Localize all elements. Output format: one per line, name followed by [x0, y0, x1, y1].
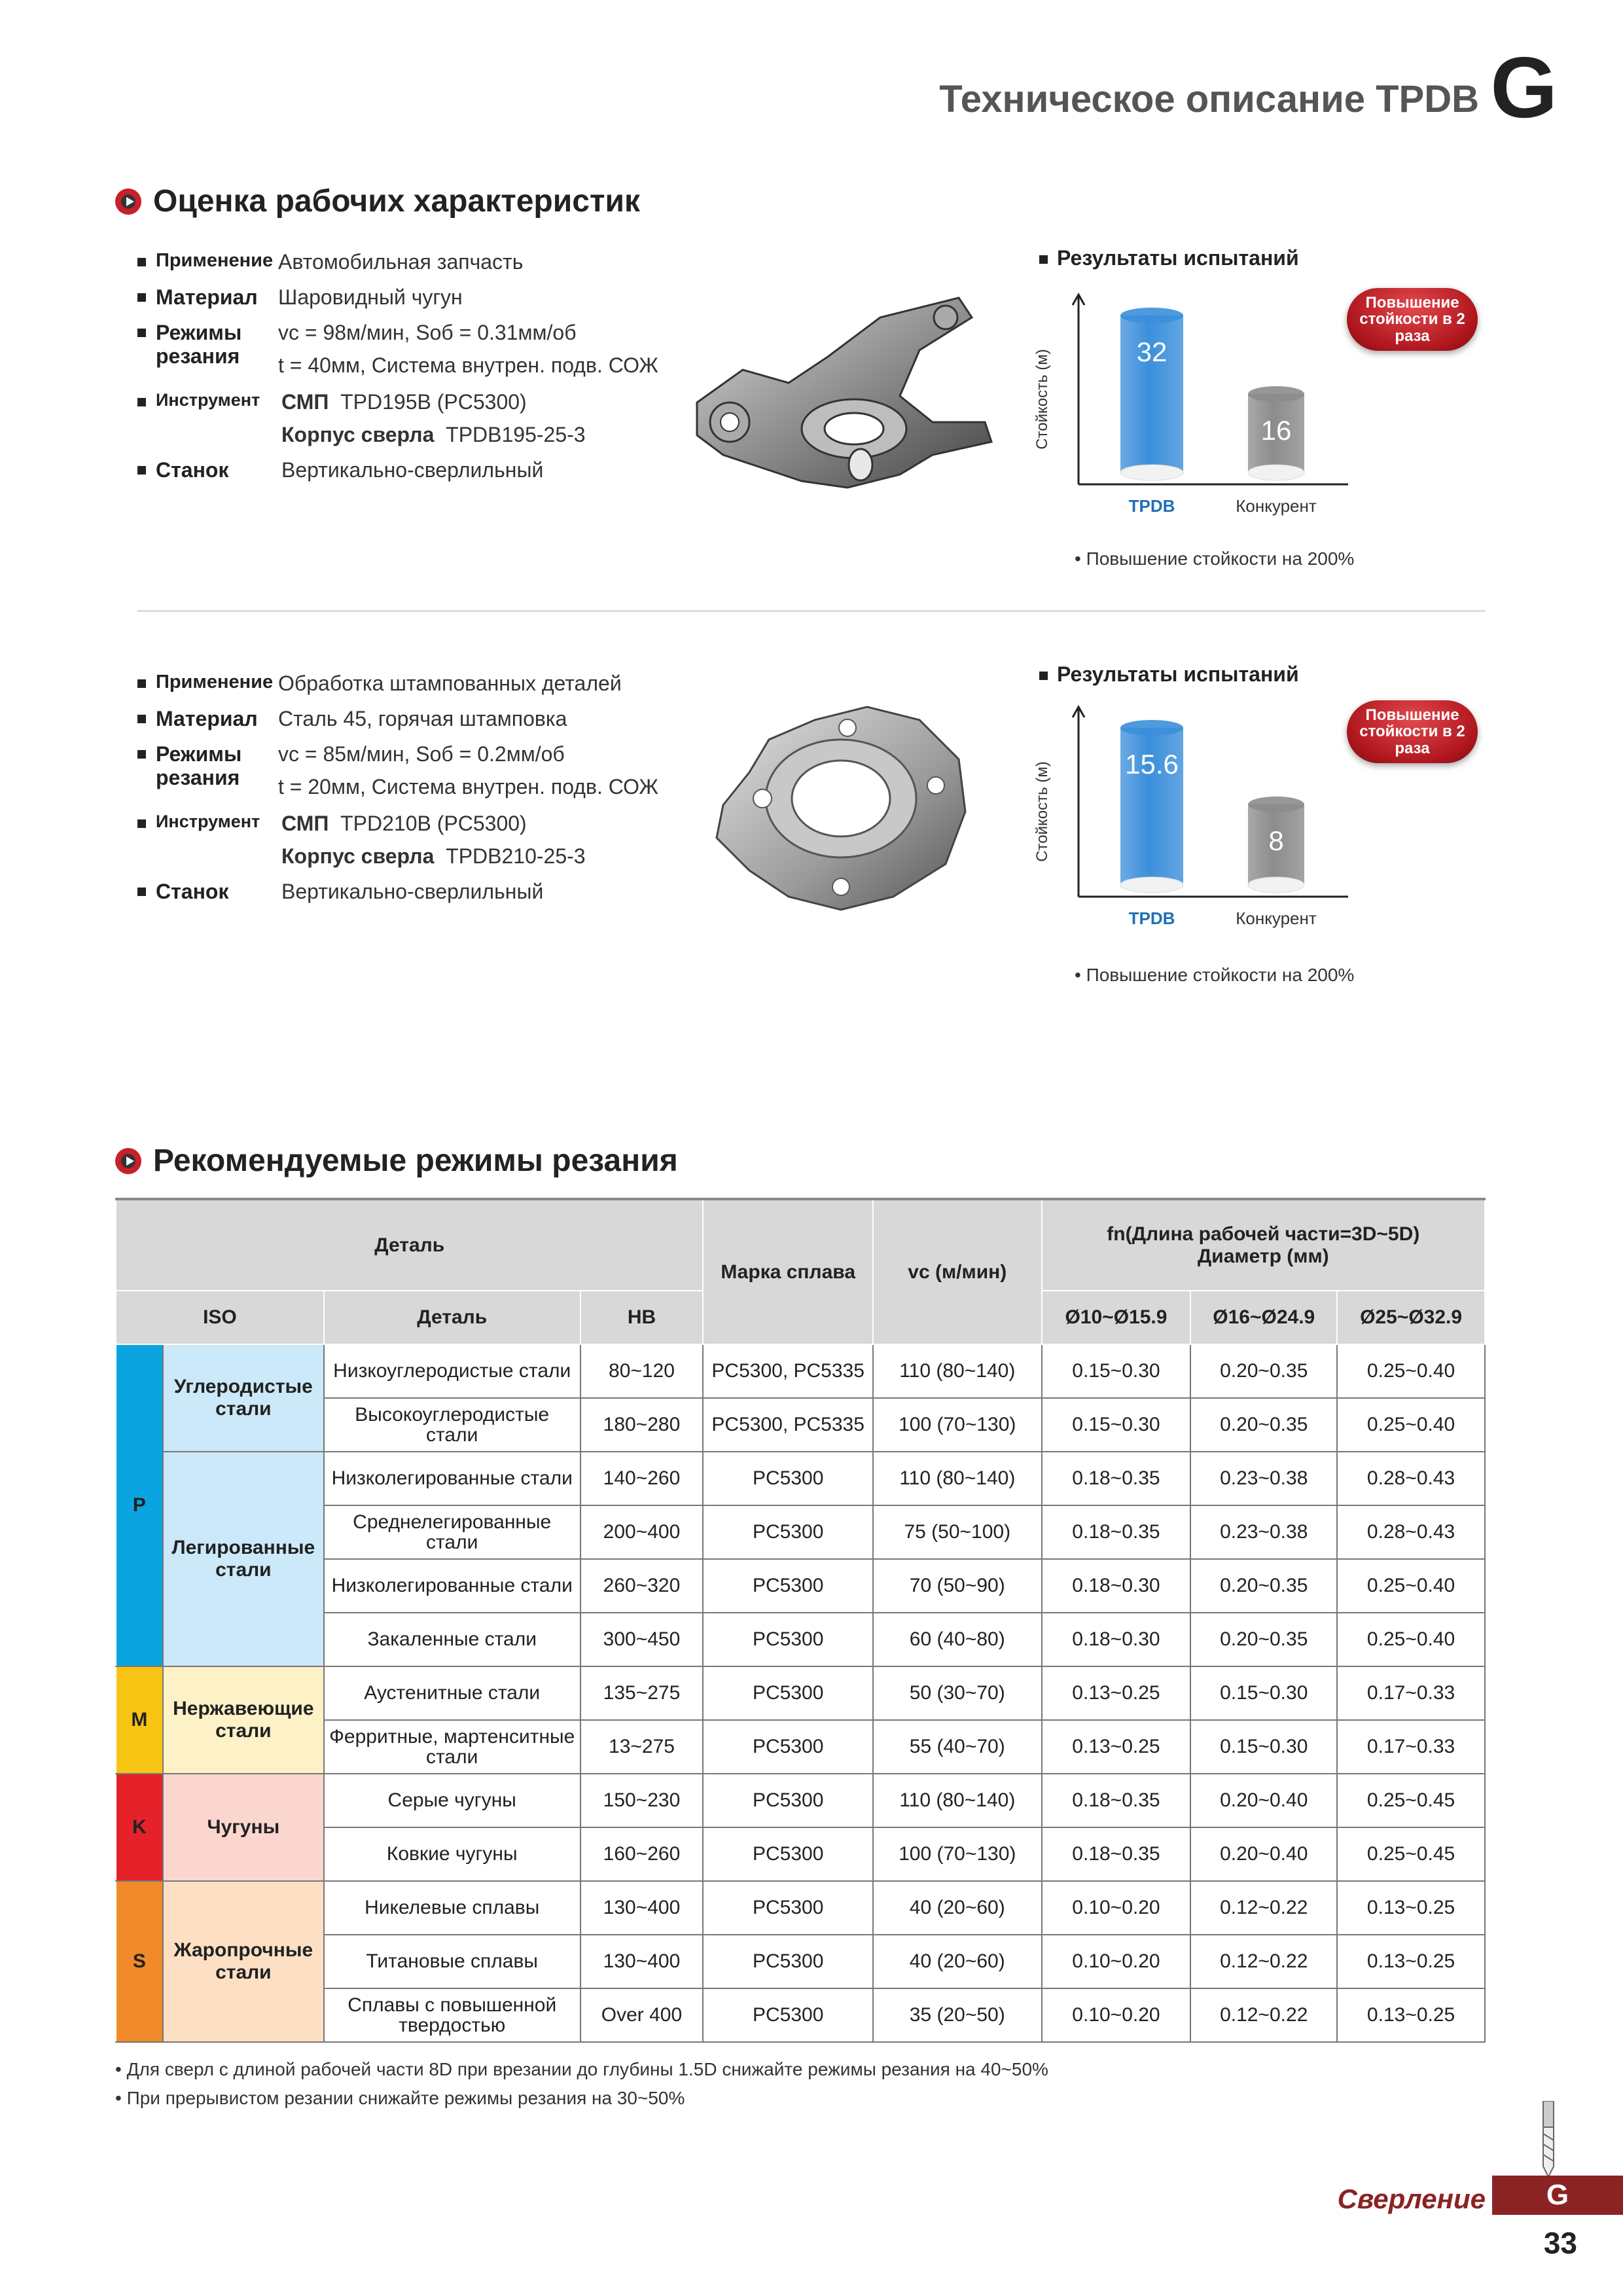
feed-cell-d1: 0.18~0.35 — [1042, 1505, 1191, 1559]
material-group-cell: Нержавеющие стали — [163, 1666, 324, 1774]
cutting-speed-cell: 35 (20~50) — [873, 1988, 1042, 2042]
grade-cell: PC5300 — [703, 1881, 873, 1935]
drill-icon — [1535, 2101, 1561, 2178]
bar-base — [1120, 465, 1183, 480]
feed-cell-d2: 0.15~0.30 — [1190, 1666, 1337, 1720]
table-row — [116, 1344, 1485, 1398]
footer-section-label: Сверление — [1337, 2183, 1486, 2214]
hardness-cell: 13~275 — [580, 1720, 704, 1774]
divider — [137, 610, 1486, 612]
hardness-cell: 80~120 — [580, 1344, 704, 1398]
grade-cell: PC5300 — [703, 1720, 873, 1774]
spec-sublabel: Корпус сверла — [281, 423, 435, 446]
material-group-cell: Углеродистые стали — [163, 1344, 324, 1452]
results-title: Результаты испытаний — [1039, 662, 1299, 687]
flange-image — [710, 700, 972, 916]
cutting-speed-cell: 75 (50~100) — [873, 1505, 1042, 1559]
spec-label: Материал — [156, 707, 258, 730]
feed-cell-d1: 0.10~0.20 — [1042, 1881, 1191, 1935]
feed-cell-d1: 0.15~0.30 — [1042, 1344, 1191, 1398]
feed-cell-d2: 0.23~0.38 — [1190, 1505, 1337, 1559]
feed-cell-d2: 0.20~0.40 — [1190, 1827, 1337, 1881]
material-cell: Низколегированные стали — [324, 1452, 580, 1505]
feed-cell-d1: 0.18~0.35 — [1042, 1774, 1191, 1827]
bullet-icon — [137, 293, 146, 302]
bullet-icon — [137, 258, 146, 266]
improvement-badge: Повышение стойкости в 2 раза — [1347, 700, 1478, 763]
feed-cell-d2: 0.20~0.35 — [1190, 1559, 1337, 1613]
category-label: Конкурент — [1236, 908, 1317, 928]
y-axis-label: Стойкость (м) — [1033, 761, 1051, 862]
grade-cell: PC5300, PC5335 — [703, 1344, 873, 1398]
feed-cell-d1: 0.18~0.35 — [1042, 1827, 1191, 1881]
material-cell: Ковкие чугуны — [324, 1827, 580, 1881]
table-row — [116, 1666, 1485, 1720]
header-diameter-2: Ø16~Ø24.9 — [1190, 1291, 1337, 1344]
feed-cell-d3: 0.25~0.40 — [1337, 1344, 1485, 1398]
feed-cell-d3: 0.25~0.45 — [1337, 1827, 1485, 1881]
section-title-cutting-modes — [115, 1143, 678, 1179]
header-diameter-1: Ø10~Ø15.9 — [1042, 1291, 1191, 1344]
tool-life-chart-2 — [1027, 694, 1368, 956]
spec-label: Инструмент — [156, 812, 260, 831]
feed-cell-d3: 0.13~0.25 — [1337, 1881, 1485, 1935]
feed-cell-d2: 0.20~0.35 — [1190, 1398, 1337, 1452]
table-row — [116, 1452, 1485, 1505]
header-detail-group: Деталь — [116, 1199, 703, 1291]
cutting-speed-cell: 70 (50~90) — [873, 1559, 1042, 1613]
bar-top — [1120, 720, 1183, 736]
bar-base — [1248, 465, 1304, 480]
feed-cell-d3: 0.17~0.33 — [1337, 1720, 1485, 1774]
spec-label: Инструмент — [156, 390, 260, 410]
arrow-circle-icon — [115, 188, 141, 215]
header-iso: ISO — [116, 1291, 324, 1344]
spec-value: TPDB195-25-3 — [446, 423, 586, 446]
material-cell: Титановые сплавы — [324, 1935, 580, 1988]
cutting-speed-cell: 50 (30~70) — [873, 1666, 1042, 1720]
bar-base — [1120, 877, 1183, 893]
material-cell: Низкоуглеродистые стали — [324, 1344, 580, 1398]
spec-value: t = 40мм, Система внутрен. подв. СОЖ — [278, 353, 658, 377]
header-vc: vc (м/мин) — [873, 1199, 1042, 1344]
bullet-icon — [137, 398, 146, 406]
hardness-cell: 135~275 — [580, 1666, 704, 1720]
bar-value-label: 32 — [1136, 336, 1168, 367]
material-cell: Сплавы с повышенной твердостью — [324, 1988, 580, 2042]
cutting-speed-cell: 110 (80~140) — [873, 1774, 1042, 1827]
section-title-text: Оценка рабочих характеристик — [153, 184, 640, 219]
feed-cell-d3: 0.25~0.40 — [1337, 1613, 1485, 1666]
feed-cell-d2: 0.15~0.30 — [1190, 1720, 1337, 1774]
bullet-icon — [137, 466, 146, 475]
bar-value-label: 16 — [1260, 415, 1292, 446]
spec-value: TPDB210-25-3 — [446, 844, 586, 868]
section-title-performance — [115, 183, 640, 219]
bar-top — [1120, 308, 1183, 323]
bar-value-label: 8 — [1268, 825, 1284, 856]
feed-cell-d2: 0.20~0.40 — [1190, 1774, 1337, 1827]
feed-cell-d1: 0.10~0.20 — [1042, 1935, 1191, 1988]
table-row — [116, 1774, 1485, 1827]
grade-cell: PC5300 — [703, 1613, 873, 1666]
spec-value: Обработка штампованных деталей — [278, 672, 622, 695]
cutting-speed-cell: 100 (70~130) — [873, 1398, 1042, 1452]
spec-label: Станок — [156, 458, 229, 482]
cutting-speed-cell: 40 (20~60) — [873, 1935, 1042, 1988]
header-diameter-3: Ø25~Ø32.9 — [1337, 1291, 1485, 1344]
material-group-cell: Чугуны — [163, 1774, 324, 1881]
footer-tab: G — [1492, 2176, 1623, 2215]
grade-cell: PC5300 — [703, 1827, 873, 1881]
results-title: Результаты испытаний — [1039, 246, 1299, 270]
spec-label: Режимы резания — [156, 321, 242, 368]
feed-cell-d2: 0.23~0.38 — [1190, 1452, 1337, 1505]
spec-label: Применение — [156, 672, 274, 692]
material-cell: Аустенитные стали — [324, 1666, 580, 1720]
bullet-icon — [137, 888, 146, 896]
cutting-speed-cell: 110 (80~140) — [873, 1344, 1042, 1398]
material-cell: Ферритные, мартенситные стали — [324, 1720, 580, 1774]
feed-cell-d2: 0.20~0.35 — [1190, 1613, 1337, 1666]
hardness-cell: 140~260 — [580, 1452, 704, 1505]
feed-cell-d2: 0.12~0.22 — [1190, 1988, 1337, 2042]
iso-group-cell: S — [116, 1881, 163, 2042]
page-header-title: Техническое описание TPDB — [939, 78, 1479, 120]
spec-sublabel: Корпус сверла — [281, 844, 435, 868]
feed-cell-d2: 0.12~0.22 — [1190, 1881, 1337, 1935]
bullet-icon — [137, 750, 146, 759]
cutting-speed-cell: 100 (70~130) — [873, 1827, 1042, 1881]
chart-note: • Повышение стойкости на 200% — [1075, 965, 1355, 985]
grade-cell: PC5300 — [703, 1505, 873, 1559]
spec-value: Сталь 45, горячая штамповка — [278, 707, 567, 730]
footnote: • Для сверл с длиной рабочей части 8D при врезании до глубины 1.5D снижайте режимы резания на 40~50% — [115, 2059, 1048, 2079]
footnote: • При прерывистом резании снижайте режимы резания на 30~50% — [115, 2088, 685, 2108]
bar-top — [1248, 386, 1304, 402]
header-detail: Деталь — [324, 1291, 580, 1344]
header-hb: HB — [580, 1291, 704, 1344]
hardness-cell: 130~400 — [580, 1935, 704, 1988]
iso-group-cell: P — [116, 1344, 163, 1666]
header-grade: Марка сплава — [703, 1199, 873, 1344]
hardness-cell: Over 400 — [580, 1988, 704, 2042]
steering-knuckle-image — [684, 291, 1005, 507]
cutting-speed-cell: 60 (40~80) — [873, 1613, 1042, 1666]
bullet-icon — [137, 329, 146, 337]
spec-value: Шаровидный чугун — [278, 285, 463, 309]
tool-life-chart-1 — [1027, 281, 1368, 537]
hardness-cell: 180~280 — [580, 1398, 704, 1452]
section-title-text: Рекомендуемые режимы резания — [153, 1143, 678, 1178]
feed-cell-d1: 0.18~0.30 — [1042, 1613, 1191, 1666]
material-cell: Низколегированные стали — [324, 1559, 580, 1613]
feed-cell-d3: 0.13~0.25 — [1337, 1935, 1485, 1988]
cutting-conditions-table — [115, 1198, 1486, 2043]
bar-top — [1248, 797, 1304, 812]
header-fn: fn(Длина рабочей части=3D~5D) Диаметр (мм) — [1042, 1199, 1485, 1291]
feed-cell-d3: 0.28~0.43 — [1337, 1505, 1485, 1559]
feed-cell-d1: 0.13~0.25 — [1042, 1720, 1191, 1774]
grade-cell: PC5300 — [703, 1774, 873, 1827]
spec-label: Применение — [156, 250, 274, 271]
feed-cell-d1: 0.13~0.25 — [1042, 1666, 1191, 1720]
hardness-cell: 300~450 — [580, 1613, 704, 1666]
improvement-badge: Повышение стойкости в 2 раза — [1347, 288, 1478, 351]
page-number: 33 — [1543, 2226, 1577, 2260]
spec-value: Вертикально-сверлильный — [281, 880, 544, 903]
feed-cell-d1: 0.10~0.20 — [1042, 1988, 1191, 2042]
material-cell: Среднелегированные стали — [324, 1505, 580, 1559]
feed-cell-d3: 0.13~0.25 — [1337, 1988, 1485, 2042]
chart-note: • Повышение стойкости на 200% — [1075, 548, 1355, 569]
cutting-speed-cell: 110 (80~140) — [873, 1452, 1042, 1505]
bullet-icon — [137, 819, 146, 828]
spec-label: Материал — [156, 285, 258, 309]
spec-value: t = 20мм, Система внутрен. подв. СОЖ — [278, 775, 658, 798]
spec-sublabel: СМП — [281, 812, 329, 835]
bullet-icon — [1039, 255, 1048, 264]
spec-label: Станок — [156, 880, 229, 903]
bullet-icon — [137, 715, 146, 723]
feed-cell-d3: 0.25~0.40 — [1337, 1559, 1485, 1613]
grade-cell: PC5300 — [703, 1452, 873, 1505]
spec-value: vc = 85м/мин, Sоб = 0.2мм/об — [278, 742, 565, 766]
feed-cell-d1: 0.18~0.30 — [1042, 1559, 1191, 1613]
iso-group-cell: K — [116, 1774, 163, 1881]
feed-cell-d2: 0.20~0.35 — [1190, 1344, 1337, 1398]
hardness-cell: 130~400 — [580, 1881, 704, 1935]
spec-value: TPD210B (PC5300) — [340, 812, 527, 835]
material-cell: Никелевые сплавы — [324, 1881, 580, 1935]
hardness-cell: 160~260 — [580, 1827, 704, 1881]
category-label: TPDB — [1128, 908, 1175, 928]
material-group-cell: Легированные стали — [163, 1452, 324, 1666]
grade-cell: PC5300, PC5335 — [703, 1398, 873, 1452]
table-row — [116, 1881, 1485, 1935]
material-cell: Серые чугуны — [324, 1774, 580, 1827]
feed-cell-d3: 0.17~0.33 — [1337, 1666, 1485, 1720]
spec-label: Режимы резания — [156, 742, 242, 789]
feed-cell-d1: 0.15~0.30 — [1042, 1398, 1191, 1452]
section-letter: G — [1490, 39, 1558, 135]
hardness-cell: 200~400 — [580, 1505, 704, 1559]
material-group-cell: Жаропрочные стали — [163, 1881, 324, 2042]
feed-cell-d3: 0.25~0.40 — [1337, 1398, 1485, 1452]
grade-cell: PC5300 — [703, 1666, 873, 1720]
grade-cell: PC5300 — [703, 1935, 873, 1988]
material-cell: Высокоуглеродистые стали — [324, 1398, 580, 1452]
hardness-cell: 150~230 — [580, 1774, 704, 1827]
category-label: Конкурент — [1236, 496, 1317, 516]
iso-group-cell: M — [116, 1666, 163, 1774]
spec-value: Автомобильная запчасть — [278, 250, 524, 274]
feed-cell-d2: 0.12~0.22 — [1190, 1935, 1337, 1988]
grade-cell: PC5300 — [703, 1988, 873, 2042]
category-label: TPDB — [1128, 496, 1175, 516]
feed-cell-d3: 0.25~0.45 — [1337, 1774, 1485, 1827]
arrow-circle-icon — [115, 1148, 141, 1174]
bar-value-label: 15.6 — [1125, 749, 1179, 780]
spec-sublabel: СМП — [281, 390, 329, 414]
hardness-cell: 260~320 — [580, 1559, 704, 1613]
feed-cell-d1: 0.18~0.35 — [1042, 1452, 1191, 1505]
bar-base — [1248, 877, 1304, 893]
bullet-icon — [137, 679, 146, 688]
y-axis-label: Стойкость (м) — [1033, 349, 1051, 450]
spec-value: vc = 98м/мин, Sоб = 0.31мм/об — [278, 321, 577, 344]
bullet-icon — [1039, 672, 1048, 680]
material-cell: Закаленные стали — [324, 1613, 580, 1666]
grade-cell: PC5300 — [703, 1559, 873, 1613]
feed-cell-d3: 0.28~0.43 — [1337, 1452, 1485, 1505]
spec-value: TPD195B (PC5300) — [340, 390, 527, 414]
spec-value: Вертикально-сверлильный — [281, 458, 544, 482]
cutting-speed-cell: 55 (40~70) — [873, 1720, 1042, 1774]
cutting-speed-cell: 40 (20~60) — [873, 1881, 1042, 1935]
